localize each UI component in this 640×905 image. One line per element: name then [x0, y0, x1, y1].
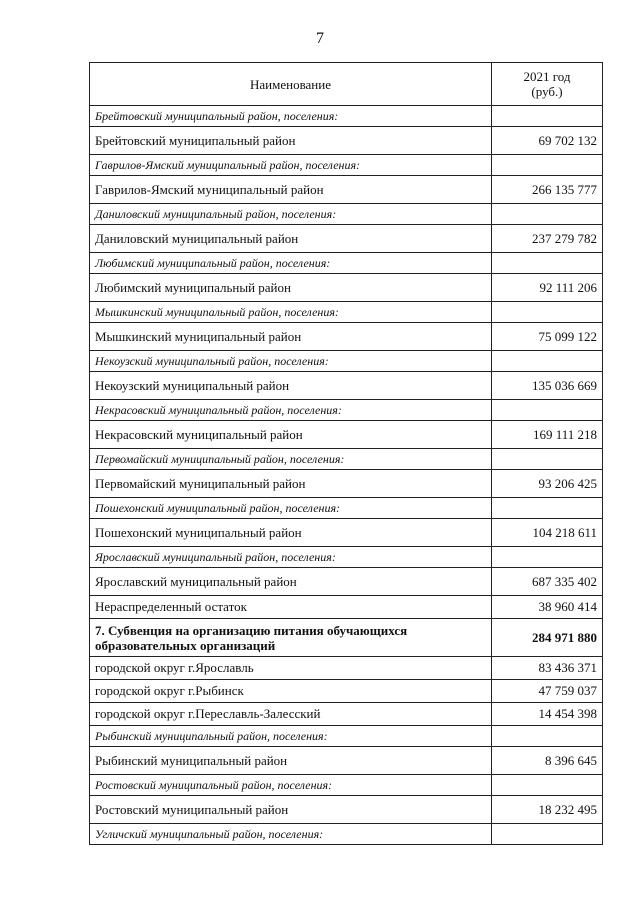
- table-header-row: [90, 63, 603, 106]
- row-value: 47 759 037: [492, 680, 603, 703]
- row-name: Мышкинский муниципальный район, поселения:: [90, 302, 492, 323]
- table-section-row: [90, 449, 603, 470]
- row-name: Любимский муниципальный район: [90, 274, 492, 302]
- row-value: [492, 824, 603, 845]
- table-row: [90, 176, 603, 204]
- row-name: Ростовский муниципальный район: [90, 796, 492, 824]
- table-row: [90, 470, 603, 498]
- row-value: [492, 498, 603, 519]
- row-value: [492, 253, 603, 274]
- row-value: 14 454 398: [492, 703, 603, 726]
- table-section-row: [90, 155, 603, 176]
- table-section-row: [90, 400, 603, 421]
- row-value: 92 111 206: [492, 274, 603, 302]
- row-value: [492, 302, 603, 323]
- row-value: 38 960 414: [492, 596, 603, 619]
- row-value: [492, 547, 603, 568]
- row-value: [492, 106, 603, 127]
- row-value: 104 218 611: [492, 519, 603, 547]
- row-value: [492, 204, 603, 225]
- table-row: [90, 323, 603, 351]
- table-row: [90, 372, 603, 400]
- table-row: [90, 747, 603, 775]
- row-name: Первомайский муниципальный район, поселения:: [90, 449, 492, 470]
- header-year-label: 2021 год: [523, 69, 571, 84]
- row-name: городской округ г.Ярославль: [90, 657, 492, 680]
- page-number: 7: [316, 30, 324, 47]
- row-value: 83 436 371: [492, 657, 603, 680]
- row-value: 18 232 495: [492, 796, 603, 824]
- row-name: Брейтовский муниципальный район, поселения:: [90, 106, 492, 127]
- table-row: [90, 225, 603, 253]
- row-value: 687 335 402: [492, 568, 603, 596]
- row-name: Даниловский муниципальный район: [90, 225, 492, 253]
- row-name: Некоузский муниципальный район: [90, 372, 492, 400]
- row-name: городской округ г.Рыбинск: [90, 680, 492, 703]
- row-name: Любимский муниципальный район, поселения:: [90, 253, 492, 274]
- table-row: [90, 657, 603, 680]
- table-section-row: [90, 351, 603, 372]
- subvention-table: [89, 62, 603, 845]
- table-section-row: [90, 824, 603, 845]
- row-name: 7. Субвенция на организацию питания обучающихся образовательных организаций: [90, 619, 492, 657]
- table-row: [90, 568, 603, 596]
- table-row: [90, 519, 603, 547]
- row-value: 93 206 425: [492, 470, 603, 498]
- header-year: [492, 63, 603, 106]
- table-row: [90, 421, 603, 449]
- table-row: [90, 703, 603, 726]
- row-value: [492, 775, 603, 796]
- row-name: Ярославский муниципальный район, поселения:: [90, 547, 492, 568]
- row-name: Нераспределенный остаток: [90, 596, 492, 619]
- table-row: [90, 596, 603, 619]
- row-value: 75 099 122: [492, 323, 603, 351]
- table-row: [90, 619, 603, 657]
- row-value: [492, 351, 603, 372]
- table-section-row: [90, 775, 603, 796]
- row-name: Рыбинский муниципальный район, поселения:: [90, 726, 492, 747]
- row-name: Мышкинский муниципальный район: [90, 323, 492, 351]
- header-year-unit: (руб.): [531, 84, 563, 99]
- row-value: [492, 155, 603, 176]
- table-row: [90, 680, 603, 703]
- row-name: Некрасовский муниципальный район: [90, 421, 492, 449]
- row-name: Некрасовский муниципальный район, поселения:: [90, 400, 492, 421]
- row-name: Пошехонский муниципальный район, поселения:: [90, 498, 492, 519]
- row-name: Пошехонский муниципальный район: [90, 519, 492, 547]
- row-name: городской округ г.Переславль-Залесский: [90, 703, 492, 726]
- table-section-row: [90, 547, 603, 568]
- row-value: 8 396 645: [492, 747, 603, 775]
- table-section-row: [90, 302, 603, 323]
- row-name: Ярославский муниципальный район: [90, 568, 492, 596]
- row-name: Некоузский муниципальный район, поселения:: [90, 351, 492, 372]
- row-value: 237 279 782: [492, 225, 603, 253]
- row-name: Гаврилов-Ямский муниципальный район: [90, 176, 492, 204]
- row-name: Рыбинский муниципальный район: [90, 747, 492, 775]
- row-name: Даниловский муниципальный район, поселения:: [90, 204, 492, 225]
- row-value: [492, 449, 603, 470]
- row-name: Гаврилов-Ямский муниципальный район, поселения:: [90, 155, 492, 176]
- table-body: [90, 106, 603, 845]
- table-section-row: [90, 106, 603, 127]
- table-section-row: [90, 204, 603, 225]
- row-value: 69 702 132: [492, 127, 603, 155]
- table-row: [90, 274, 603, 302]
- row-name: Первомайский муниципальный район: [90, 470, 492, 498]
- row-value: [492, 400, 603, 421]
- row-name: Угличский муниципальный район, поселения:: [90, 824, 492, 845]
- table-row: [90, 127, 603, 155]
- row-value: 266 135 777: [492, 176, 603, 204]
- row-name: Ростовский муниципальный район, поселения:: [90, 775, 492, 796]
- table-section-row: [90, 726, 603, 747]
- table-section-row: [90, 498, 603, 519]
- row-value: 284 971 880: [492, 619, 603, 657]
- row-name: Брейтовский муниципальный район: [90, 127, 492, 155]
- row-value: 135 036 669: [492, 372, 603, 400]
- table-row: [90, 796, 603, 824]
- row-value: 169 111 218: [492, 421, 603, 449]
- table-section-row: [90, 253, 603, 274]
- row-value: [492, 726, 603, 747]
- header-name: Наименование: [90, 63, 492, 106]
